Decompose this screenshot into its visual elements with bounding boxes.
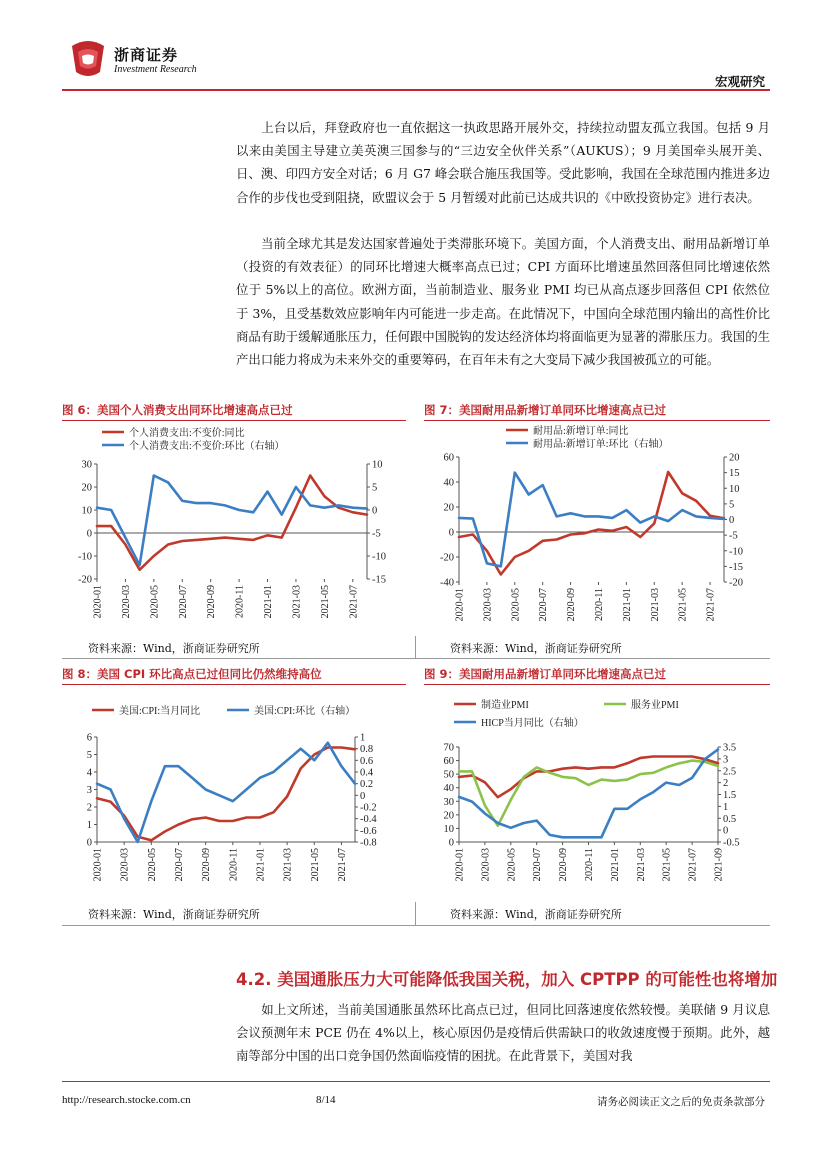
right-axis-tick-label: -10 xyxy=(372,551,386,563)
paragraph-1 xyxy=(236,116,770,209)
x-axis-tick-label: 2020-07 xyxy=(177,585,189,619)
chart-cpi xyxy=(62,690,406,902)
x-axis-tick-label: 2020-01 xyxy=(92,585,104,619)
series-line-1 xyxy=(97,476,367,570)
right-axis-tick-label: 0.8 xyxy=(360,744,374,756)
x-axis-tick-label: 2020-07 xyxy=(173,848,185,882)
chart-durable-goods xyxy=(424,424,770,636)
left-axis-tick-label: 0 xyxy=(448,837,454,849)
footer-url[interactable]: http://research.stocke.com.cn xyxy=(62,1094,191,1106)
left-axis-tick-label: -20 xyxy=(78,574,92,586)
x-axis-tick-label: 2021-07 xyxy=(705,588,717,622)
right-axis-tick-label: 0 xyxy=(372,505,378,517)
figure-row-2-separator xyxy=(415,902,416,925)
x-axis-tick-label: 2020-09 xyxy=(206,585,218,619)
left-axis-tick-label: 30 xyxy=(81,459,92,471)
x-axis-tick-label: 2021-03 xyxy=(649,588,661,622)
chart-euro-pmi xyxy=(424,690,770,902)
legend-label: 美国:CPI:环比（右轴） xyxy=(254,706,356,717)
right-axis-tick-label: -5 xyxy=(372,528,381,540)
x-axis-tick-label: 2020-05 xyxy=(149,585,161,619)
figure-row-1-separator xyxy=(415,636,416,658)
x-axis-tick-label: 2021-01 xyxy=(255,848,267,882)
paragraph-2 xyxy=(236,232,770,371)
right-axis-tick-label: 1 xyxy=(723,801,729,813)
right-axis-tick-label: 1 xyxy=(360,732,366,744)
x-axis-tick-label: 2021-05 xyxy=(309,848,321,882)
legend-label: 耐用品:新增订单:同比 xyxy=(533,426,629,437)
footer-disclaimer: 请务必阅读正文之后的免责条款部分 xyxy=(597,1096,765,1108)
right-axis-tick-label: -0.2 xyxy=(360,802,377,814)
logo-name: 浙商证券 xyxy=(114,46,179,64)
x-axis-tick-label: 2021-05 xyxy=(319,585,331,619)
right-axis-tick-label: -15 xyxy=(372,574,386,586)
series-line-2 xyxy=(97,476,367,566)
series-line-2 xyxy=(459,473,724,567)
x-axis-tick-label: 2021-01 xyxy=(609,848,621,882)
series-line-1 xyxy=(459,472,724,575)
right-axis-tick-label: 20 xyxy=(729,452,740,464)
right-axis-tick-label: -10 xyxy=(729,546,743,558)
right-axis-tick-label: 3 xyxy=(723,754,729,766)
x-axis-tick-label: 2020-01 xyxy=(92,848,104,882)
x-axis-tick-label: 2021-07 xyxy=(336,848,348,882)
figure-7-source: 资料来源：Wind，浙商证券研究所 xyxy=(450,642,622,655)
right-axis-tick-label: 10 xyxy=(372,459,383,471)
logo-subtitle: Investment Research xyxy=(114,64,197,75)
figure-7-title: 图 7：美国耐用品新增订单同环比增速高点已过 xyxy=(424,403,667,417)
x-axis-tick-label: 2020-03 xyxy=(120,585,132,619)
x-axis-tick-label: 2020-03 xyxy=(480,848,492,882)
right-axis-tick-label: -0.8 xyxy=(360,837,377,849)
left-axis-tick-label: 10 xyxy=(443,823,454,835)
right-axis-tick-label: 0 xyxy=(723,825,729,837)
company-logo-icon xyxy=(66,38,110,78)
left-axis-tick-label: 0 xyxy=(86,528,92,540)
section-paragraph xyxy=(236,998,770,1068)
figure-9-source: 资料来源：Wind，浙商证券研究所 xyxy=(450,908,622,921)
legend-label: 制造业PMI xyxy=(481,700,529,711)
right-axis-tick-label: 1.5 xyxy=(723,790,737,801)
left-axis-tick-label: 5 xyxy=(86,750,92,761)
right-axis-tick-label: 2 xyxy=(723,778,729,790)
figure-6-title: 图 6：美国个人消费支出同环比增速高点已过 xyxy=(62,403,293,417)
x-axis-tick-label: 2020-07 xyxy=(532,848,544,882)
right-axis-tick-label: 0.6 xyxy=(360,755,374,767)
section-heading: 4.2. 美国通胀压力大可能降低我国关税，加入 CPTPP 的可能性也将增加 xyxy=(236,970,778,989)
x-axis-tick-label: 2021-05 xyxy=(677,588,689,622)
legend-label: 服务业PMI xyxy=(631,700,679,711)
figure-6-rule xyxy=(62,420,406,421)
x-axis-tick-label: 2021-01 xyxy=(621,588,633,622)
x-axis-tick-label: 2020-09 xyxy=(201,848,213,882)
left-axis-tick-label: 20 xyxy=(443,502,454,514)
figure-8-title: 图 8：美国 CPI 环比高点已过但同比仍然维持高位 xyxy=(62,667,322,681)
footer-divider xyxy=(62,1081,770,1082)
x-axis-tick-label: 2021-09 xyxy=(713,848,725,882)
right-axis-tick-label: 0 xyxy=(729,515,735,526)
right-axis-tick-label: 2.5 xyxy=(723,766,737,778)
left-axis-tick-label: 70 xyxy=(443,742,454,754)
right-axis-tick-label: -15 xyxy=(729,561,743,573)
right-axis-tick-label: 0.5 xyxy=(723,813,737,825)
right-axis-tick-label: -5 xyxy=(729,530,738,542)
x-axis-tick-label: 2020-01 xyxy=(454,588,466,622)
right-axis-tick-label: 3.5 xyxy=(723,742,737,754)
left-axis-tick-label: 0 xyxy=(448,527,454,539)
header-divider xyxy=(62,89,770,91)
left-axis-tick-label: 2 xyxy=(86,802,92,814)
figure-6-source: 资料来源：Wind，浙商证券研究所 xyxy=(88,642,260,655)
x-axis-tick-label: 2020-09 xyxy=(558,848,570,882)
x-axis-tick-label: 2020-11 xyxy=(593,588,605,621)
left-axis-tick-label: 40 xyxy=(443,477,454,489)
right-axis-tick-label: 0.4 xyxy=(360,767,374,779)
left-axis-tick-label: 3 xyxy=(86,785,92,796)
legend-label: 个人消费支出:不变价:环比（右轴） xyxy=(129,441,285,452)
left-axis-tick-label: 1 xyxy=(86,820,92,831)
figure-row-1-bottom-rule xyxy=(62,658,770,659)
figure-row-2-bottom-rule xyxy=(62,925,770,926)
x-axis-tick-label: 2020-05 xyxy=(510,588,522,622)
right-axis-tick-label: 0 xyxy=(360,790,366,802)
left-axis-tick-label: -20 xyxy=(440,552,454,564)
series-line-1 xyxy=(97,748,355,841)
left-axis-tick-label: 6 xyxy=(86,732,92,744)
chart-consumption xyxy=(62,424,406,636)
right-axis-tick-label: -0.4 xyxy=(360,814,377,826)
right-axis-tick-label: -0.5 xyxy=(723,837,740,849)
x-axis-tick-label: 2021-03 xyxy=(635,848,647,882)
paragraph-2-text: 当前全球尤其是发达国家普遍处于类滞胀环境下。美国方面，个人消费支出、耐用品新增订单（投资的有效表征）的同环比增速大概率高点已过；CPI 方面环比增速虽然回落但同比增速依然位于 5%以上的高位。欧洲方面，当前制造业、服务业 PMI 均已从高点逐步回落但 CPI 依然位于 3%，且受基数效应影响年内可能进一步走高。在此情况下，中国向全球范围内输出的高性价比商品有助于缓解通胀压力，任何跟中国脱钩的发达经济体均将面临更为显著的滞胀压力。我国的生产出口能力将成为未来外交的重要筹码，在百年未有之大变局下减少我国被孤立的可能。 xyxy=(236,236,770,368)
series-line-2 xyxy=(97,743,355,842)
legend-label: 耐用品:新增订单:环比（右轴） xyxy=(533,439,669,450)
x-axis-tick-label: 2020-01 xyxy=(454,848,466,882)
x-axis-tick-label: 2020-03 xyxy=(119,848,131,882)
series-line-2 xyxy=(459,761,718,826)
page-number: 8/14 xyxy=(316,1094,336,1106)
x-axis-tick-label: 2021-07 xyxy=(348,585,360,619)
right-axis-tick-label: -0.6 xyxy=(360,825,377,837)
x-axis-tick-label: 2020-05 xyxy=(146,848,158,882)
right-axis-tick-label: 5 xyxy=(729,499,735,511)
figure-8-rule xyxy=(62,684,406,685)
left-axis-tick-label: 60 xyxy=(443,756,454,768)
x-axis-tick-label: 2020-11 xyxy=(584,848,595,881)
x-axis-tick-label: 2020-03 xyxy=(482,588,494,622)
legend-label: 个人消费支出:不变价:同比 xyxy=(129,428,245,439)
left-axis-tick-label: 20 xyxy=(81,482,92,494)
figure-7-rule xyxy=(424,420,770,421)
left-axis-tick-label: 10 xyxy=(81,505,92,517)
paragraph-1-text: 上台以后，拜登政府也一直依据这一执政思路开展外交，持续拉动盟友孤立我国。包括 9 月以来由美国主导建立美英澳三国参与的“三边安全伙伴关系”（AUKUS）；9 月美国牵头展开美、日、澳、印四方安全对话；6 月 G7 峰会联合施压我国等。受此影响，我国在全球范围内推进多边合作的步伐也受到阻挠，欧盟议会于 5 月暂缓对此前已达成共识的《中欧投资协定》进行表决。 xyxy=(236,120,770,205)
x-axis-tick-label: 2020-09 xyxy=(566,588,578,622)
x-axis-tick-label: 2021-03 xyxy=(291,585,303,619)
left-axis-tick-label: 50 xyxy=(443,769,454,781)
legend-label: 美国:CPI:当月同比 xyxy=(119,706,201,717)
figure-8-source: 资料来源：Wind，浙商证券研究所 xyxy=(88,908,260,921)
right-axis-tick-label: -20 xyxy=(729,577,743,589)
legend-label: HICP当月同比（右轴） xyxy=(481,718,584,729)
figure-9-title: 图 9：美国耐用品新增订单同环比增速高点已过 xyxy=(424,667,667,681)
x-axis-tick-label: 2021-05 xyxy=(661,848,673,882)
left-axis-tick-label: 20 xyxy=(443,810,454,822)
section-paragraph-text: 如上文所述，当前美国通胀虽然环比高点已过，但同比回落速度依然较慢。美联储 9 月议息会议预测年末 PCE 仍在 4%以上，核心原因仍是疫情后供需缺口的收敛速度慢于预期。此外，越南等部分中国的出口竞争国仍然面临疫情的困扰。在此背景下，美国对我 xyxy=(236,1002,770,1064)
right-axis-tick-label: 10 xyxy=(729,483,740,495)
x-axis-tick-label: 2021-03 xyxy=(282,848,294,882)
x-axis-tick-label: 2021-07 xyxy=(687,848,699,882)
left-axis-tick-label: 30 xyxy=(443,796,454,808)
x-axis-tick-label: 2020-07 xyxy=(538,588,550,622)
left-axis-tick-label: 40 xyxy=(443,783,454,795)
x-axis-tick-label: 2020-05 xyxy=(506,848,518,882)
left-axis-tick-label: -40 xyxy=(440,577,454,589)
left-axis-tick-label: 0 xyxy=(86,837,92,849)
left-axis-tick-label: 4 xyxy=(86,767,92,779)
x-axis-tick-label: 2020-11 xyxy=(234,585,246,618)
left-axis-tick-label: -10 xyxy=(78,551,92,563)
figure-9-rule xyxy=(424,684,770,685)
section-tag: 宏观研究 xyxy=(714,74,765,89)
x-axis-tick-label: 2020-11 xyxy=(228,848,240,881)
right-axis-tick-label: 5 xyxy=(372,482,378,494)
left-axis-tick-label: 60 xyxy=(443,452,454,464)
right-axis-tick-label: 0.2 xyxy=(360,779,374,791)
x-axis-tick-label: 2021-01 xyxy=(263,585,275,619)
right-axis-tick-label: 15 xyxy=(729,468,740,480)
